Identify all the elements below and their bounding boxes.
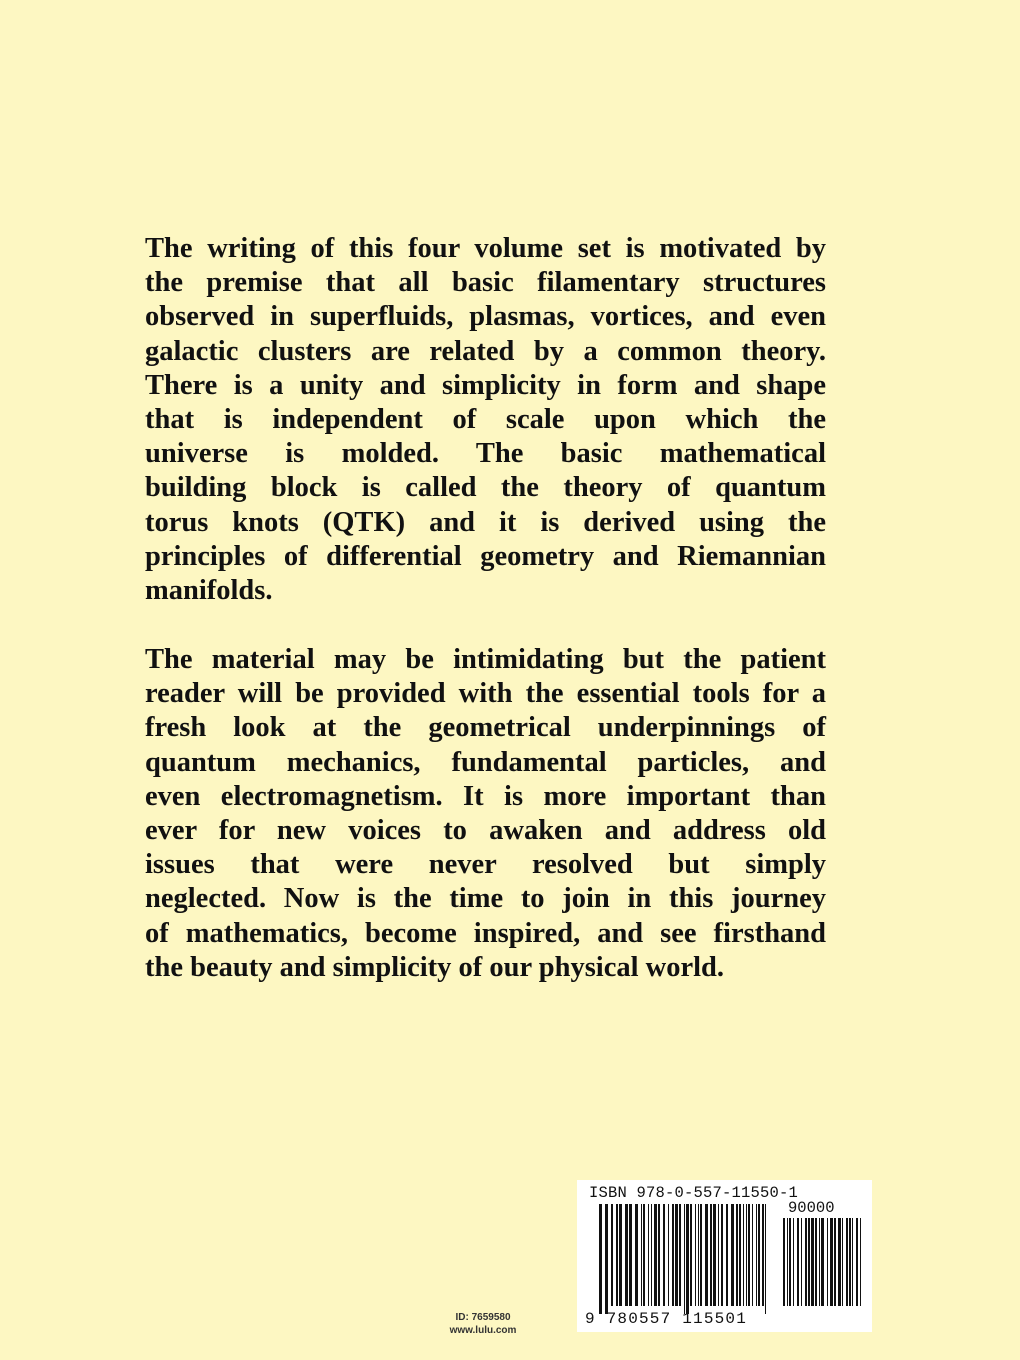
barcode-bar — [641, 1204, 642, 1306]
barcode-bar — [808, 1218, 810, 1306]
barcode-bar — [743, 1204, 744, 1306]
barcode-bar — [643, 1204, 645, 1306]
text-line: neglected. Now is the time to join in this journey — [145, 883, 826, 915]
barcode-bar — [830, 1218, 833, 1306]
barcode-bar — [695, 1204, 696, 1306]
text-line: universe is molded. The basic mathematical — [145, 438, 826, 470]
text-line: galactic clusters are related by a common theory. — [145, 335, 826, 367]
barcode-bar — [765, 1204, 766, 1314]
text-line: issues that were never resolved but simply — [145, 849, 826, 881]
barcode-bar — [611, 1204, 613, 1306]
barcode-bar — [619, 1204, 622, 1306]
barcode-bar — [815, 1218, 817, 1306]
barcode-bar — [675, 1204, 678, 1306]
publisher-url: www.lulu.com — [449, 1325, 517, 1336]
text-line: that is independent of scale upon which the — [145, 403, 826, 435]
barcode-bar — [752, 1204, 753, 1306]
isbn-label: ISBN 978-0-557-11550-1 — [589, 1184, 799, 1202]
barcode-bar — [605, 1204, 608, 1314]
barcode-bar — [672, 1204, 674, 1306]
barcode-bar — [787, 1218, 788, 1306]
barcode-bar — [651, 1204, 652, 1306]
barcode-bar — [686, 1204, 689, 1314]
text-line: ever for new voices to awaken and address old — [145, 815, 826, 846]
barcode-bar — [668, 1204, 669, 1306]
barcode-bar — [856, 1218, 858, 1306]
addon-digits: 90000 — [788, 1199, 835, 1217]
barcode-bar — [748, 1204, 750, 1306]
barcode-bar — [846, 1218, 848, 1306]
barcode-bar — [718, 1204, 719, 1306]
text-line: reader will be provided with the essential tools for a — [145, 678, 826, 710]
barcode-bar — [842, 1218, 843, 1306]
barcode-bar — [625, 1204, 628, 1306]
text-line: observed in superfluids, plasmas, vortices, and even — [145, 301, 826, 333]
barcode-bar — [726, 1204, 728, 1306]
blurb-paragraph-2 — [145, 643, 826, 985]
barcode-bar — [860, 1218, 861, 1306]
text-line: The writing of this four volume set is motivated by — [145, 233, 826, 264]
barcode-bar — [648, 1204, 649, 1306]
barcode-bar — [783, 1218, 785, 1306]
barcode-bar — [698, 1204, 699, 1306]
barcode-bar — [739, 1204, 741, 1306]
barcode-bar — [690, 1204, 692, 1306]
text-line: torus knots (QTK) and it is derived using the — [145, 506, 826, 538]
text-line: manifolds. — [145, 574, 273, 606]
publisher-info — [438, 1311, 528, 1337]
barcode-bar — [721, 1204, 723, 1306]
barcode-bar — [705, 1204, 708, 1306]
barcode-bar — [710, 1204, 712, 1306]
barcode-bar — [821, 1218, 824, 1306]
text-line: fresh look at the geometrical underpinnings of — [145, 712, 826, 744]
barcode-bar — [834, 1218, 836, 1306]
barcode-bar — [756, 1204, 757, 1306]
barcode-bar — [731, 1204, 734, 1306]
barcode-bar — [801, 1218, 802, 1306]
barcode-bar — [849, 1218, 851, 1306]
barcode-bar — [789, 1218, 791, 1306]
barcode-bar — [797, 1218, 799, 1306]
barcode-bar — [811, 1218, 814, 1306]
barcode-bar — [758, 1204, 760, 1306]
barcode-bar — [762, 1204, 764, 1306]
barcode-bar — [827, 1218, 828, 1306]
text-line: quantum mechanics, fundamental particles, and — [145, 746, 826, 778]
barcode-addon-bars-icon — [783, 1218, 861, 1314]
text-line: principles of differential geometry and Riemannian — [145, 540, 826, 572]
text-line: There is a unity and simplicity in form and shape — [145, 369, 826, 401]
blurb-text — [145, 232, 826, 985]
text-line: even electromagnetism. It is more important than — [145, 780, 826, 812]
text-line: the beauty and simplicity of our physical world. — [145, 951, 725, 983]
barcode-bar — [599, 1204, 602, 1314]
barcode-bar — [819, 1218, 820, 1306]
text-line: of mathematics, become inspired, and see firsthand — [145, 917, 826, 949]
text-line: The material may be intimidating but the patient — [145, 644, 826, 676]
barcode-bar — [616, 1204, 618, 1306]
barcode-bar — [736, 1204, 738, 1306]
barcode-bar — [805, 1218, 807, 1306]
barcode-bar — [663, 1204, 665, 1306]
publisher-id: ID: 7659580 — [455, 1312, 511, 1323]
isbn-barcode — [577, 1180, 872, 1332]
barcode-bar — [713, 1204, 716, 1306]
barcode-bar — [838, 1218, 841, 1306]
barcode-bar — [700, 1204, 702, 1306]
barcode-bar — [635, 1204, 638, 1306]
ean-digits: 9 780557 115501 — [585, 1310, 748, 1328]
text-line: building block is called the theory of quantum — [145, 472, 826, 504]
text-line: the premise that all basic filamentary structures — [145, 267, 826, 299]
barcode-bar — [679, 1204, 681, 1306]
barcode-bar — [684, 1204, 685, 1314]
barcode-bar — [793, 1218, 794, 1306]
barcode-bar — [658, 1204, 660, 1306]
barcode-bar — [852, 1218, 853, 1306]
barcode-bar — [746, 1204, 747, 1306]
barcode-bars-icon — [599, 1204, 769, 1314]
blurb-paragraph-1 — [145, 232, 826, 608]
barcode-bar — [629, 1204, 632, 1306]
barcode-bar — [654, 1204, 657, 1306]
